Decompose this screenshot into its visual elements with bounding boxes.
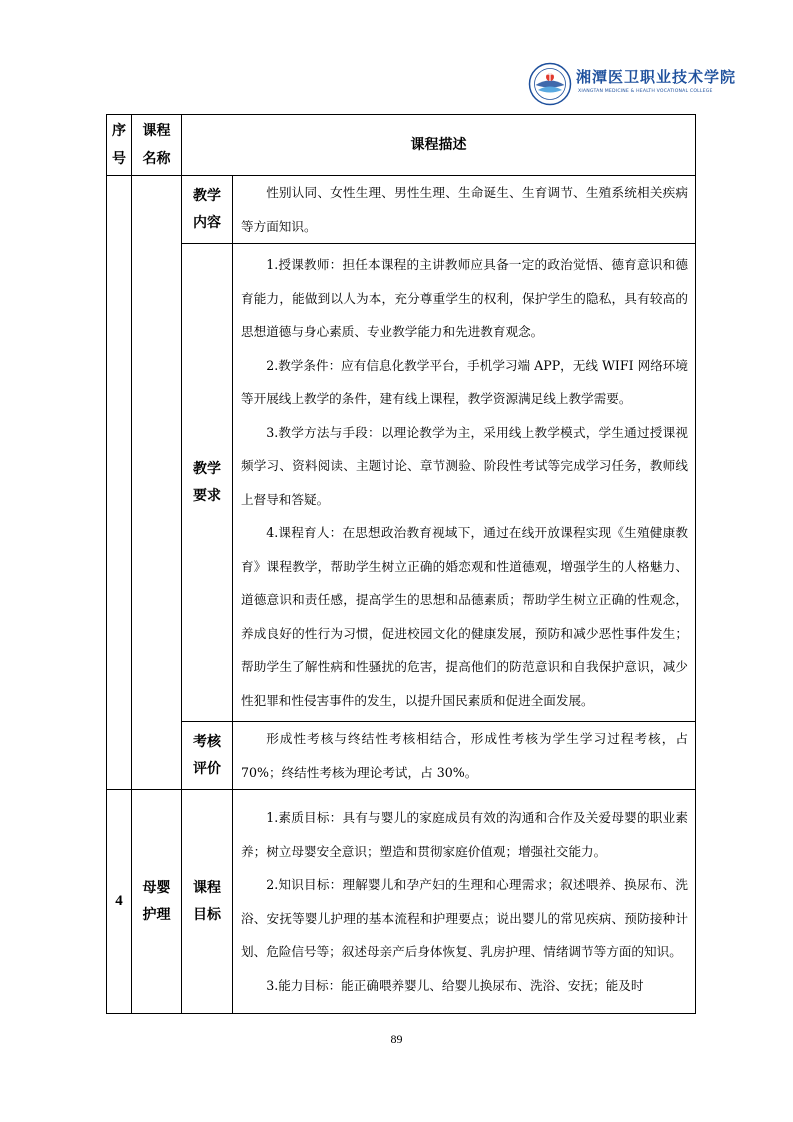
row-label-line2: 内容 [193,214,221,231]
header-description: 课程描述 [182,115,696,176]
row-label-line2: 评价 [193,760,221,777]
row-label-line1: 教学 [193,460,221,477]
row-label [182,176,233,244]
course-name [132,790,182,1014]
continued-course-name-cell [132,176,182,790]
description-paragraph: 3.能力目标：能正确喂养婴儿、给婴儿换尿布、洗浴、安抚；能及时 [266,977,644,993]
header-course-name [132,115,182,176]
school-name-english: XIANGTAN MEDICINE & HEALTH VOCATIONAL COLLEGE [578,89,713,94]
header-course-line1: 课程 [142,123,171,139]
row-label-line2: 目标 [193,906,221,923]
continued-index-cell [107,176,132,790]
description-paragraph: 1.素质目标：具有与婴儿的家庭成员有效的沟通和合作及关爱母婴的职业素养；树立母婴安全意识；塑造和贯彻家庭价值观；增强社交能力。 [241,810,688,859]
row-label-line1: 课程 [193,879,221,896]
row-label [182,790,233,1014]
description-paragraph: 3.教学方法与手段：以理论教学为主，采用线上教学模式，学生通过授课视频学习、资料阅读、主题讨论、章节测验、阶段性考试等完成学习任务，教师线上督导和答疑。 [241,424,688,507]
header-index-line2: 号 [112,151,126,167]
course-name-line1: 母婴 [142,879,171,896]
course-name-line2: 护理 [142,906,171,923]
description-paragraph: 2.知识目标：理解婴儿和孕产妇的生理和心理需求；叙述喂养、换尿布、洗浴、安抚等婴儿护理的基本流程和护理要点；说出婴儿的常见疾病、预防接种计划、危险信号等；叙述母亲产后身体恢复、乳房护理、情绪调节等方面的知识。 [241,877,688,959]
header-index-line1: 序 [112,123,126,139]
description-paragraph: 性别认同、女性生理、男性生理、生命诞生、生育调节、生殖系统相关疾病等方面知识。 [241,185,688,234]
table-row [107,176,696,244]
table-row [107,722,696,790]
description-paragraph: 形成性考核与终结性考核相结合，形成性考核为学生学习过程考核，占 70%；终结性考核为理论考试，占 30%。 [241,731,688,780]
school-logo [528,62,737,106]
row-label-line1: 考核 [193,733,221,750]
description-paragraph: 1.授课教师：担任本课程的主讲教师应具备一定的政治觉悟、德育意识和德育能力，能做到以人为本，充分尊重学生的权利，保护学生的隐私，具有较高的思想道德与身心素质、专业教学能力和先进教育观念。 [241,257,688,339]
school-emblem-icon [528,62,572,106]
course-index: 4 [107,790,132,1014]
row-description [233,176,696,244]
page-number: 89 [390,1032,403,1046]
row-label [182,244,233,722]
header-course-line2: 名称 [142,151,171,167]
description-paragraph: 4.课程育人：在思想政治教育视域下，通过在线开放课程实现《生殖健康教育》课程教学，帮助学生树立正确的婚恋观和性道德观，增强学生的人格魅力、道德意识和责任感，提高学生的思想和品德素质；帮助学生树立正确的性观念，养成良好的性行为习惯，促进校园文化的健康发展，预防和减少恶性事件发生；帮助学生了解性病和性骚扰的危害，提高他们的防范意识和自我保护意识，减少性犯罪和性侵害事件的发生，以提升国民素质和促进全面发展。 [241,525,688,708]
table-row [107,790,696,1014]
table-header-row [107,115,696,176]
row-description [233,790,696,1014]
row-label-line1: 教学 [193,187,221,204]
row-description [233,244,696,722]
row-description [233,722,696,790]
description-paragraph: 2.教学条件：应有信息化教学平台，手机学习端 APP，无线 WIFI 网络环境等开展线上教学的条件，建有线上课程，教学资源满足线上教学需要。 [241,357,688,406]
header-index [107,115,132,176]
course-table [106,114,696,1014]
row-label [182,722,233,790]
school-name: 湘潭医卫职业技术学院 [576,68,737,86]
row-label-line2: 要求 [193,487,221,504]
table-row [107,244,696,722]
